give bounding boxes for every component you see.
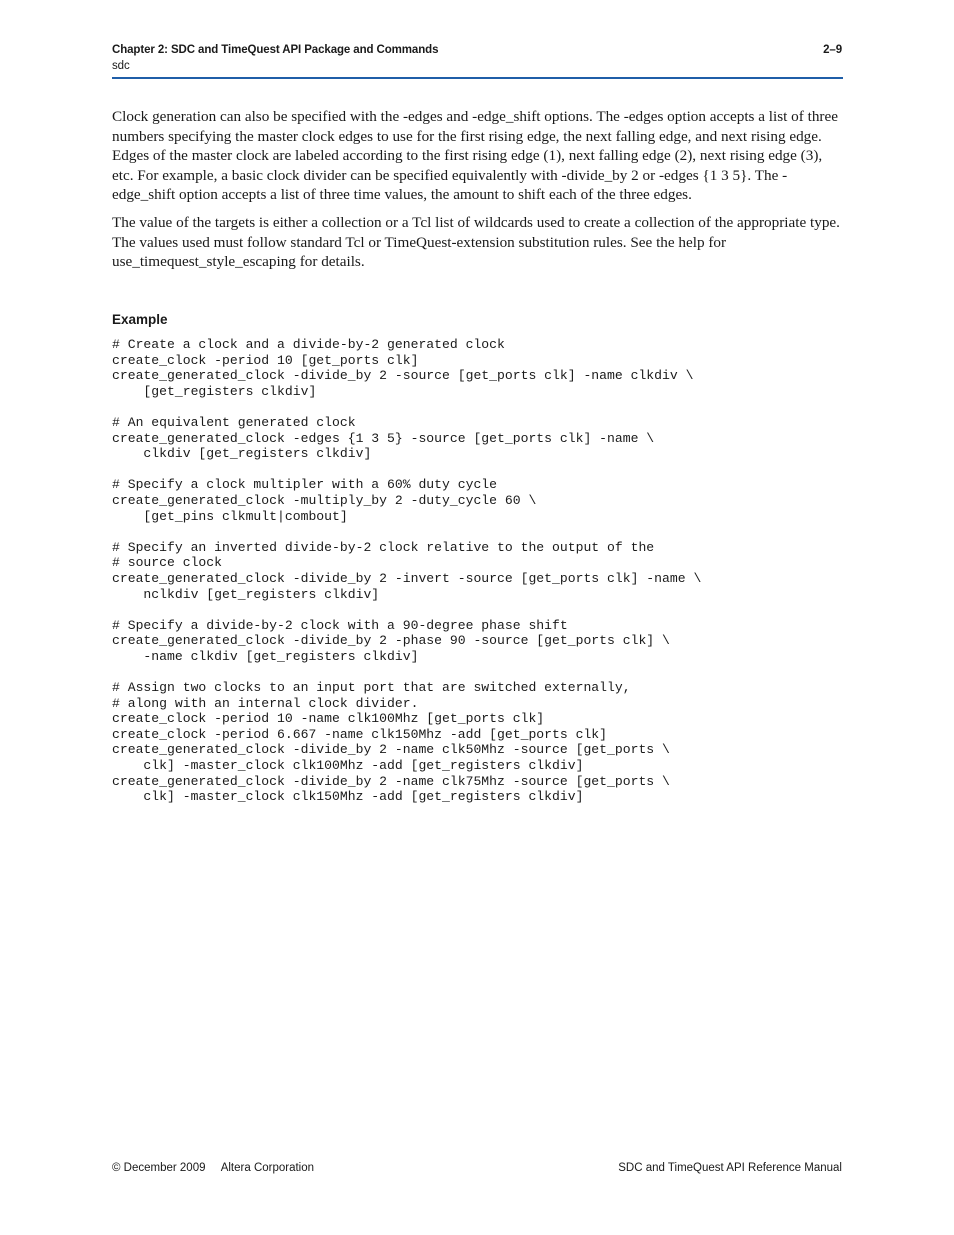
page-number: 2–9 bbox=[823, 44, 842, 56]
page-header bbox=[112, 43, 842, 74]
header-top-line bbox=[112, 43, 842, 58]
section-name: sdc bbox=[112, 60, 130, 72]
footer-manual-title: SDC and TimeQuest API Reference Manual bbox=[618, 1162, 842, 1174]
footer-date: © December 2009 bbox=[112, 1162, 206, 1174]
example-heading: Example bbox=[112, 312, 168, 327]
footer-left bbox=[112, 1161, 314, 1176]
chapter-title: Chapter 2: SDC and TimeQuest API Package and Commands bbox=[112, 44, 439, 56]
code-example: # Create a clock and a divide-by-2 generated clock create_clock -period 10 [get_ports clk] create_generated_clock -divide_by 2 -source [get_ports clk] -name clkdiv \ [get_registers clkdiv] # An equivalent generated clock create_generated_clock -edges {1 3 5} -source [get_ports clk] -name \ clkdiv [get_registers clkdiv] # Specify a clock multipler with a 60% duty cycle create_generated_clock -multiply_by 2 -duty_cycle 60 \ [get_pins clkmult|combout] # Specify an inverted divide-by-2 clock relative to the output of the # source clock create_generated_clock -divide_by 2 -invert -source [get_ports clk] -name \ nclkdiv [get_registers clkdiv] # Specify a divide-by-2 clock with a 90-degree phase shift create_generated_clock -divide_by 2 -phase 90 -source [get_ports clk] \ -name clkdiv [get_registers clkdiv] # Assign two clocks to an input port that are switched externally, # along with an internal clock divider. create_clock -period 10 -name clk100Mhz [get_ports clk] create_clock -period 6.667 -name clk150Mhz -add [get_ports clk] create_generated_clock -divide_by 2 -name clk50Mhz -source [get_ports \ clk] -master_clock clk100Mhz -add [get_registers clkdiv] create_generated_clock -divide_by 2 -name clk75Mhz -source [get_ports \ clk] -master_clock clk150Mhz -add [get_registers clkdiv] bbox=[112, 337, 702, 805]
body-paragraph: The value of the targets is either a collection or a Tcl list of wildcards used to create a collection of the appropriate type. The values used must follow standard Tcl or TimeQuest-extension substitution rules. See the help for use_timequest_style_escaping for details. bbox=[112, 213, 840, 271]
body-text bbox=[112, 107, 842, 280]
body-paragraph: Clock generation can also be specified with the -edges and -edge_shift options. The -edges option accepts a list of three numbers specifying the master clock edges to use for the first rising edge, the next falling edge, and next rising edge. Edges of the master clock are labeled according to the first rising edge (1), next falling edge (2), next rising edge (3), etc. For example, a basic clock divider can be specified equivalently with -divide_by 2 or -edges {1 3 5}. The -edge_shift option accepts a list of three time values, the amount to shift each of the three edges. bbox=[112, 108, 838, 204]
header-divider bbox=[112, 77, 843, 79]
page-footer bbox=[112, 1161, 842, 1176]
footer-company: Altera Corporation bbox=[220, 1162, 315, 1174]
